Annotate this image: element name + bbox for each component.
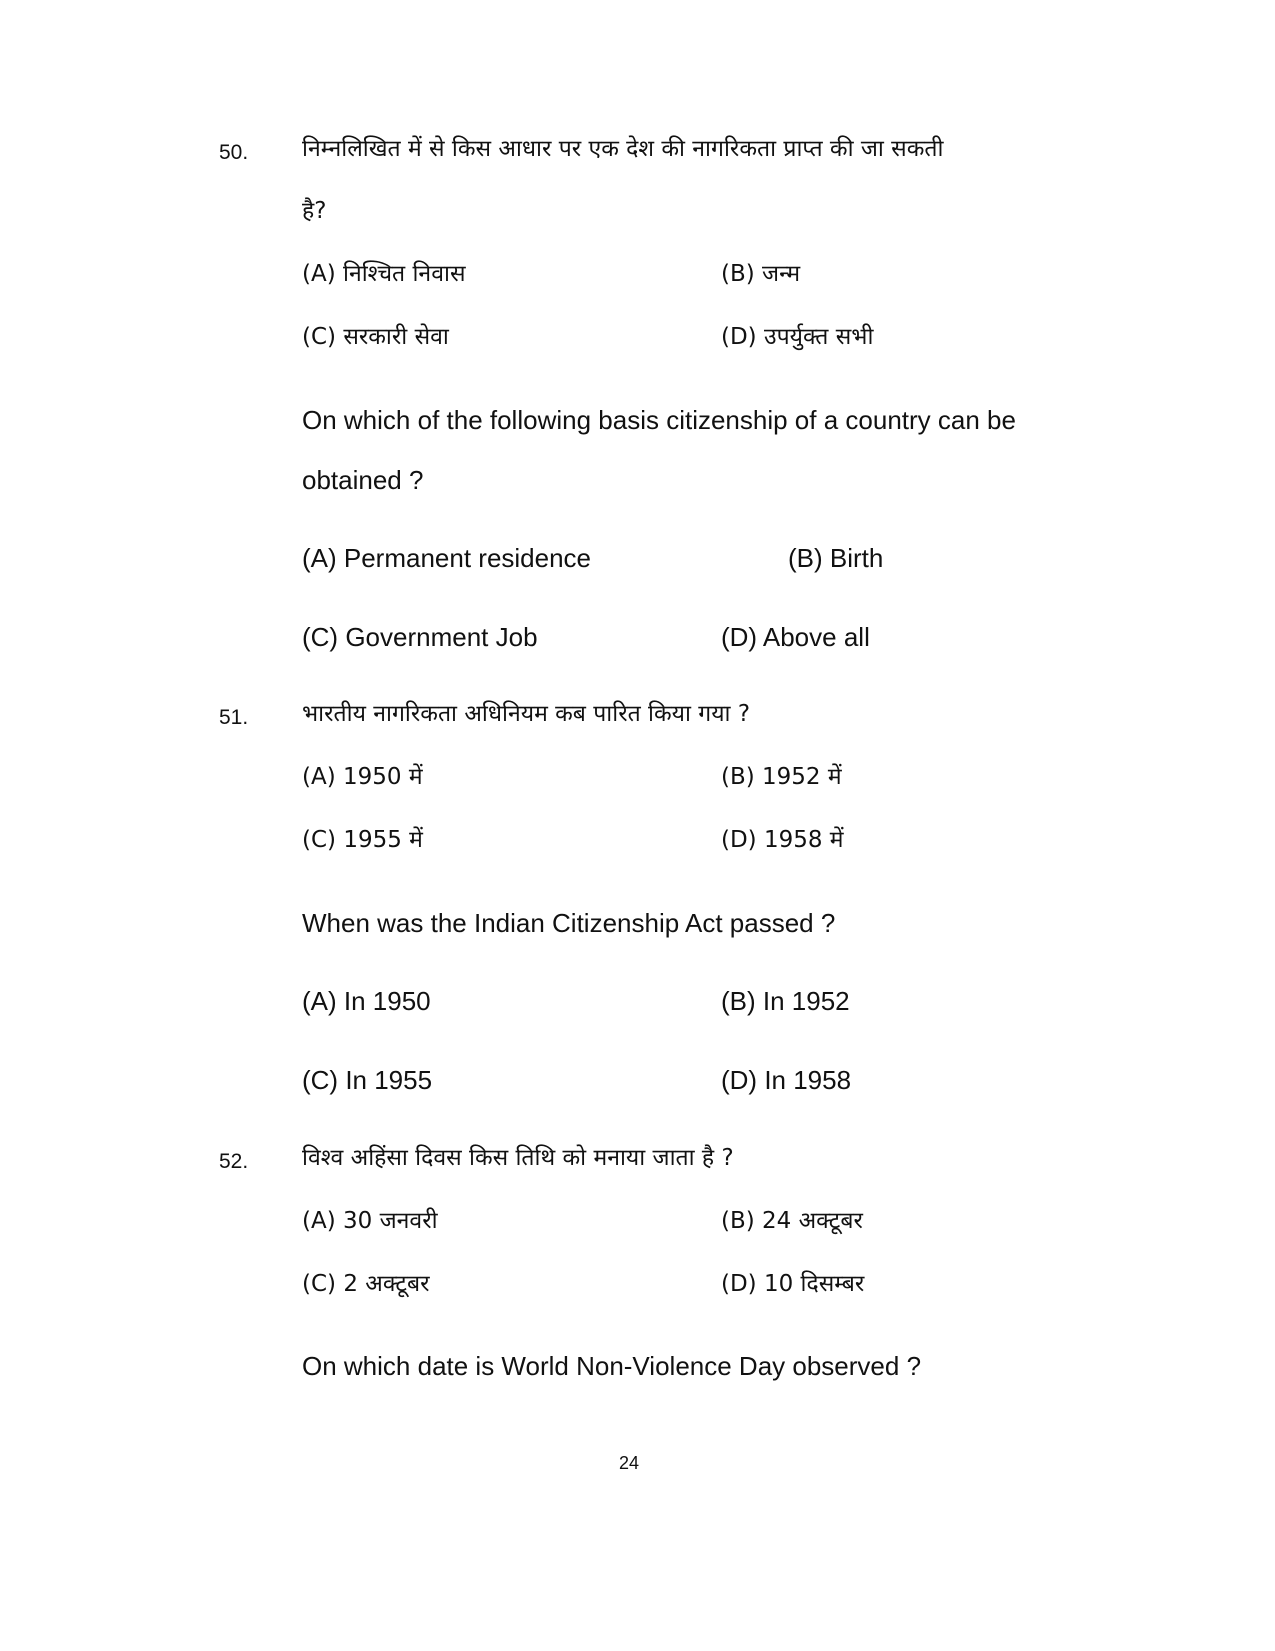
option-b-hindi: (B) 24 अक्टूबर (721, 1208, 863, 1234)
option-d-english: (D) In 1958 (721, 1065, 852, 1095)
question-text-hindi: विश्व अहिंसा दिवस किस तिथि को मनाया जाता है ? (302, 1145, 734, 1171)
option-c-english: (C) Government Job (302, 622, 538, 652)
option-a-hindi: (A) 1950 में (302, 764, 423, 790)
option-d-hindi: (D) उपर्युक्त सभी (721, 324, 874, 350)
question-text-english-line1: On which of the following basis citizenship of a country can be (302, 405, 1016, 435)
question-text-english-line2: obtained ? (302, 465, 424, 495)
option-b-hindi: (B) 1952 में (721, 764, 842, 790)
option-b-english: (B) Birth (788, 543, 884, 573)
question-number: 52. (219, 1150, 249, 1173)
option-a-hindi: (A) 30 जनवरी (302, 1208, 438, 1234)
option-b-english: (B) In 1952 (721, 986, 850, 1016)
page-number: 24 (619, 1453, 640, 1473)
option-c-hindi: (C) 1955 में (302, 827, 423, 853)
question-text-hindi-line1: निम्नलिखित में से किस आधार पर एक देश की नागरिकता प्राप्त की जा सकती (302, 136, 944, 162)
question-number: 51. (219, 706, 249, 729)
option-c-hindi: (C) 2 अक्टूबर (302, 1271, 430, 1297)
option-a-english: (A) Permanent residence (302, 543, 592, 573)
question-text-hindi: भारतीय नागरिकता अधिनियम कब पारित किया गया ? (302, 701, 751, 727)
option-d-hindi: (D) 1958 में (721, 827, 844, 853)
option-b-hindi: (B) जन्म (721, 261, 801, 287)
option-a-english: (A) In 1950 (302, 986, 431, 1016)
option-c-english: (C) In 1955 (302, 1065, 433, 1095)
question-text-english: On which date is World Non-Violence Day observed ? (302, 1351, 922, 1381)
option-d-english: (D) Above all (721, 622, 870, 652)
option-a-hindi: (A) निश्चित निवास (302, 261, 466, 287)
question-number: 50. (219, 141, 249, 164)
question-text-hindi-line2: है? (302, 198, 327, 224)
question-text-english: When was the Indian Citizenship Act passed ? (302, 908, 836, 938)
option-d-hindi: (D) 10 दिसम्बर (721, 1271, 865, 1297)
option-c-hindi: (C) सरकारी सेवा (302, 324, 449, 350)
